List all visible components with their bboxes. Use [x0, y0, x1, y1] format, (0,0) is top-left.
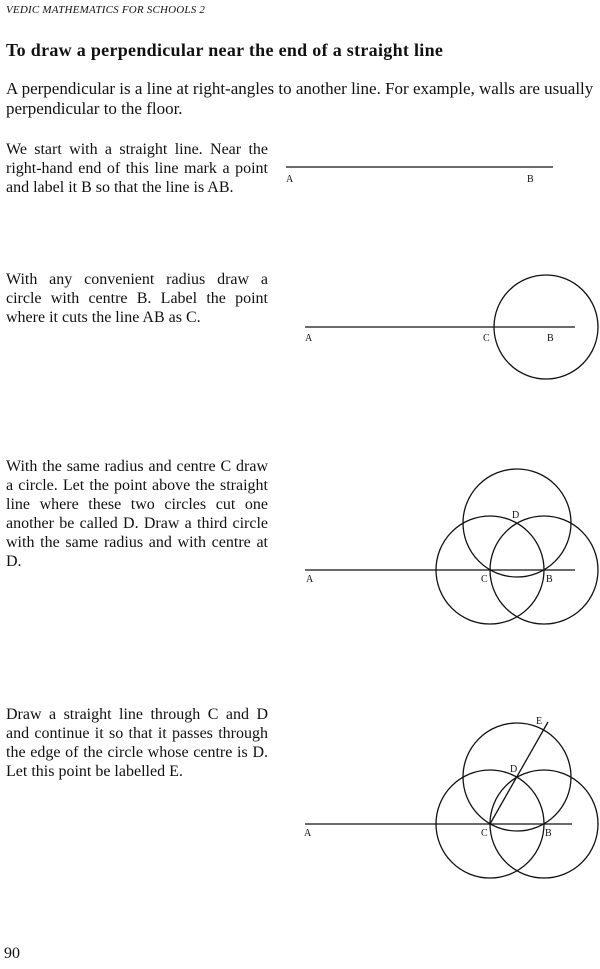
figure-4: [304, 716, 598, 878]
label-d: D: [512, 510, 520, 521]
step1-text: We start with a straight line. Near the right-hand end of this line mark a point and label it B so that the line is AB.: [6, 141, 268, 196]
label-a: A: [304, 828, 312, 839]
running-head: VEDIC MATHEMATICS FOR SCHOOLS 2: [6, 4, 206, 16]
circle-centre-b: [490, 516, 598, 624]
label-a: A: [306, 574, 314, 585]
label-b: B: [527, 174, 534, 185]
label-a: A: [305, 333, 313, 344]
label-c: C: [481, 574, 488, 585]
label-a: A: [286, 174, 294, 185]
label-b: B: [547, 333, 554, 344]
circle-centre-b: [490, 770, 598, 878]
label-e: E: [536, 716, 543, 727]
line-ce: [490, 722, 548, 824]
figure-3: [305, 469, 598, 624]
page-number: 90: [4, 945, 20, 962]
figure-2: [305, 275, 598, 379]
circle-centre-b: [494, 275, 598, 379]
step2-text: With any convenient radius draw a circle with centre B. Label the point where it cuts the line AB as C.: [6, 271, 268, 326]
page-heading: To draw a perpendicular near the end of a straight line: [6, 40, 444, 60]
label-d: D: [510, 764, 518, 775]
step4-text: Draw a straight line through C and D and continue it so that it passes through the edge of the circle whose centre is D. Let this point be labelled E.: [6, 706, 268, 780]
intro-paragraph: A perpendicular is a line at right-angles to another line. For example, walls are usually perpendicular to the floor.: [6, 79, 594, 118]
label-b: B: [546, 574, 553, 585]
label-b: B: [545, 828, 552, 839]
circle-centre-d: [463, 469, 571, 577]
circle-centre-c: [436, 516, 544, 624]
step3-text: With the same radius and centre C draw a circle. Let the point above the straight line where these two circles cut one another be called D. Draw a third circle with the same radius and with centre at D.: [6, 458, 268, 570]
circle-centre-c: [436, 770, 544, 878]
label-c: C: [481, 828, 488, 839]
label-c: C: [483, 333, 490, 344]
circle-centre-d: [463, 723, 571, 831]
figure-1: [286, 167, 553, 185]
